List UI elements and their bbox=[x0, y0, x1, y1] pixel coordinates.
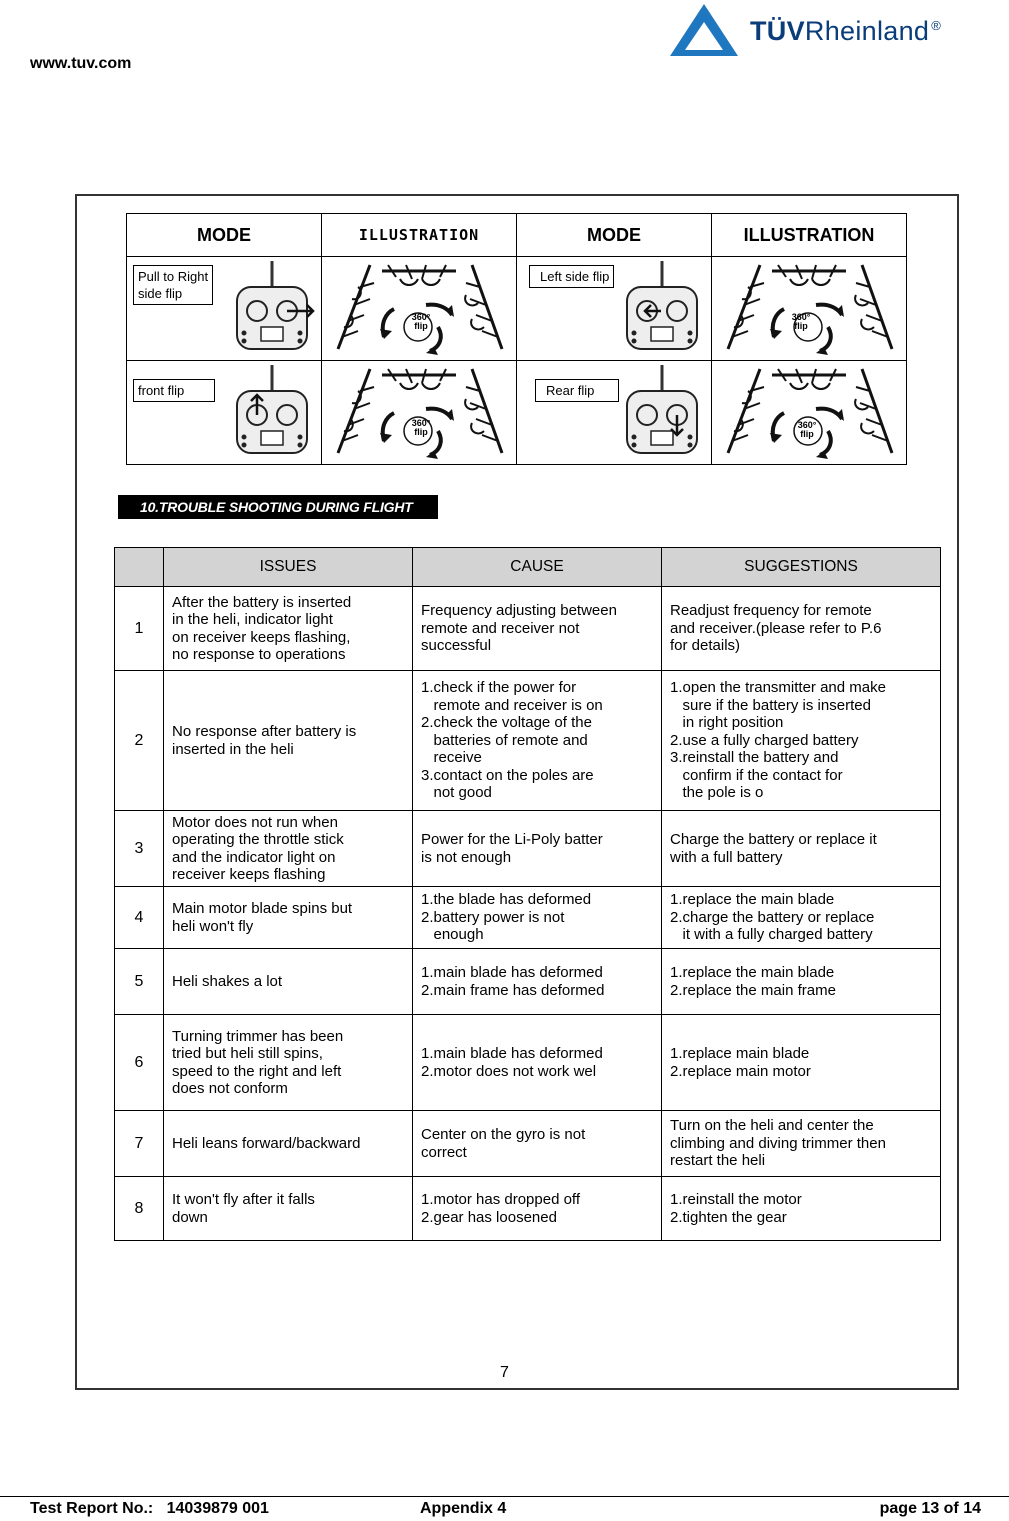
cause-cell: 1.the blade has deformed 2.battery power is not enough bbox=[413, 887, 662, 949]
suggestion-cell: Charge the battery or replace it with a full battery bbox=[662, 811, 941, 887]
table-row bbox=[115, 587, 941, 671]
row-number: 6 bbox=[115, 1015, 164, 1111]
issue-cell: No response after battery is inserted in the heli bbox=[164, 671, 413, 811]
table-row bbox=[115, 811, 941, 887]
row-number: 4 bbox=[115, 887, 164, 949]
flip-mode-table bbox=[126, 213, 907, 465]
troubleshooting-table bbox=[114, 547, 941, 1241]
cause-cell: 1.main blade has deformed 2.motor does not work wel bbox=[413, 1015, 662, 1111]
issue-cell: Heli leans forward/backward bbox=[164, 1111, 413, 1177]
column-header-cause: CAUSE bbox=[413, 548, 662, 587]
suggestion-cell: Readjust frequency for remote and receiver.(please refer to P.6 for details) bbox=[662, 587, 941, 671]
cause-cell: Center on the gyro is not correct bbox=[413, 1111, 662, 1177]
illustration-cell bbox=[712, 361, 907, 465]
header-mode-1: MODE bbox=[127, 214, 322, 257]
remote-controller-icon bbox=[227, 363, 317, 457]
issue-cell: Motor does not run when operating the throttle stick and the indicator light on receiver keeps flashing bbox=[164, 811, 413, 887]
cause-cell: Power for the Li-Poly batter is not enough bbox=[413, 811, 662, 887]
suggestion-cell: 1.replace main blade 2.replace main motor bbox=[662, 1015, 941, 1111]
header-illustration-2: ILLUSTRATION bbox=[712, 214, 907, 257]
column-header-issues: ISSUES bbox=[164, 548, 413, 587]
mode-label: Pull to Right side flip bbox=[133, 265, 213, 305]
mode-cell bbox=[517, 361, 712, 465]
illustration-cell bbox=[322, 361, 517, 465]
table-row bbox=[115, 887, 941, 949]
row-number: 8 bbox=[115, 1177, 164, 1241]
suggestion-cell: Turn on the heli and center the climbing and diving trimmer then restart the heli bbox=[662, 1111, 941, 1177]
flip-label: 360° flip bbox=[411, 312, 431, 331]
appendix-label: Appendix 4 bbox=[420, 1500, 507, 1517]
illustration-cell bbox=[712, 257, 907, 361]
issue-cell: Turning trimmer has been tried but heli still spins, speed to the right and left does not conform bbox=[164, 1015, 413, 1111]
mode-cell bbox=[517, 257, 712, 361]
issue-cell: It won't fly after it falls down bbox=[164, 1177, 413, 1241]
mode-label: front flip bbox=[133, 379, 215, 402]
row-number: 2 bbox=[115, 671, 164, 811]
cause-cell: 1.check if the power for remote and receiver is on 2.check the voltage of the batteries of remote and receive 3.contact on the poles are not good bbox=[413, 671, 662, 811]
mode-cell bbox=[127, 257, 322, 361]
manual-page-number: 7 bbox=[500, 1364, 509, 1381]
drone-flip-illustration-icon bbox=[712, 257, 906, 355]
flip-label: 360° flip bbox=[797, 420, 817, 439]
column-header-suggestions: SUGGESTIONS bbox=[662, 548, 941, 587]
table-row bbox=[115, 1111, 941, 1177]
drone-flip-illustration-icon bbox=[322, 257, 516, 355]
suggestion-cell: 1.open the transmitter and make sure if the battery is inserted in right position 2.use a fully charged battery 3.reinstall the battery and confirm if the contact for the pole is o bbox=[662, 671, 941, 811]
issue-cell: Main motor blade spins but heli won't fly bbox=[164, 887, 413, 949]
header-mode-2: MODE bbox=[517, 214, 712, 257]
mode-label: Rear flip bbox=[535, 379, 619, 402]
remote-controller-icon bbox=[227, 259, 317, 353]
drone-flip-illustration-icon bbox=[712, 361, 906, 459]
footer-divider bbox=[0, 1496, 1009, 1497]
remote-controller-icon bbox=[617, 363, 707, 457]
row-number: 3 bbox=[115, 811, 164, 887]
triangle-logo-icon bbox=[668, 2, 740, 58]
suggestion-cell: 1.replace the main blade 2.replace the main frame bbox=[662, 949, 941, 1015]
mode-label: Left side flip bbox=[529, 265, 614, 288]
mode-cell bbox=[127, 361, 322, 465]
suggestion-cell: 1.reinstall the motor 2.tighten the gear bbox=[662, 1177, 941, 1241]
drone-flip-illustration-icon bbox=[322, 361, 516, 459]
section-heading: 10.TROUBLE SHOOTING DURING FLIGHT bbox=[118, 495, 438, 519]
column-header-number bbox=[115, 548, 164, 587]
report-number: Test Report No.: 14039879 001 bbox=[30, 1500, 269, 1517]
flip-label: 360° flip bbox=[411, 418, 431, 437]
site-url: www.tuv.com bbox=[30, 55, 132, 72]
flip-label: 360° flip bbox=[791, 312, 811, 331]
page-indicator: page 13 of 14 bbox=[879, 1500, 981, 1517]
logo-wordmark: TÜVRheinland ® bbox=[750, 16, 942, 46]
issue-cell: After the battery is inserted in the heli, indicator light on receiver keeps flashing, no response to operations bbox=[164, 587, 413, 671]
header-illustration-1: ILLUSTRATION bbox=[322, 214, 517, 257]
table-row bbox=[115, 671, 941, 811]
table-row bbox=[115, 1177, 941, 1241]
issue-cell: Heli shakes a lot bbox=[164, 949, 413, 1015]
remote-controller-icon bbox=[617, 259, 707, 353]
row-number: 7 bbox=[115, 1111, 164, 1177]
cause-cell: Frequency adjusting between remote and receiver not successful bbox=[413, 587, 662, 671]
cause-cell: 1.motor has dropped off 2.gear has loosened bbox=[413, 1177, 662, 1241]
table-row bbox=[115, 1015, 941, 1111]
row-number: 5 bbox=[115, 949, 164, 1015]
table-row bbox=[115, 949, 941, 1015]
cause-cell: 1.main blade has deformed 2.main frame has deformed bbox=[413, 949, 662, 1015]
tuv-rheinland-logo bbox=[668, 2, 988, 60]
row-number: 1 bbox=[115, 587, 164, 671]
suggestion-cell: 1.replace the main blade 2.charge the battery or replace it with a fully charged battery bbox=[662, 887, 941, 949]
illustration-cell bbox=[322, 257, 517, 361]
